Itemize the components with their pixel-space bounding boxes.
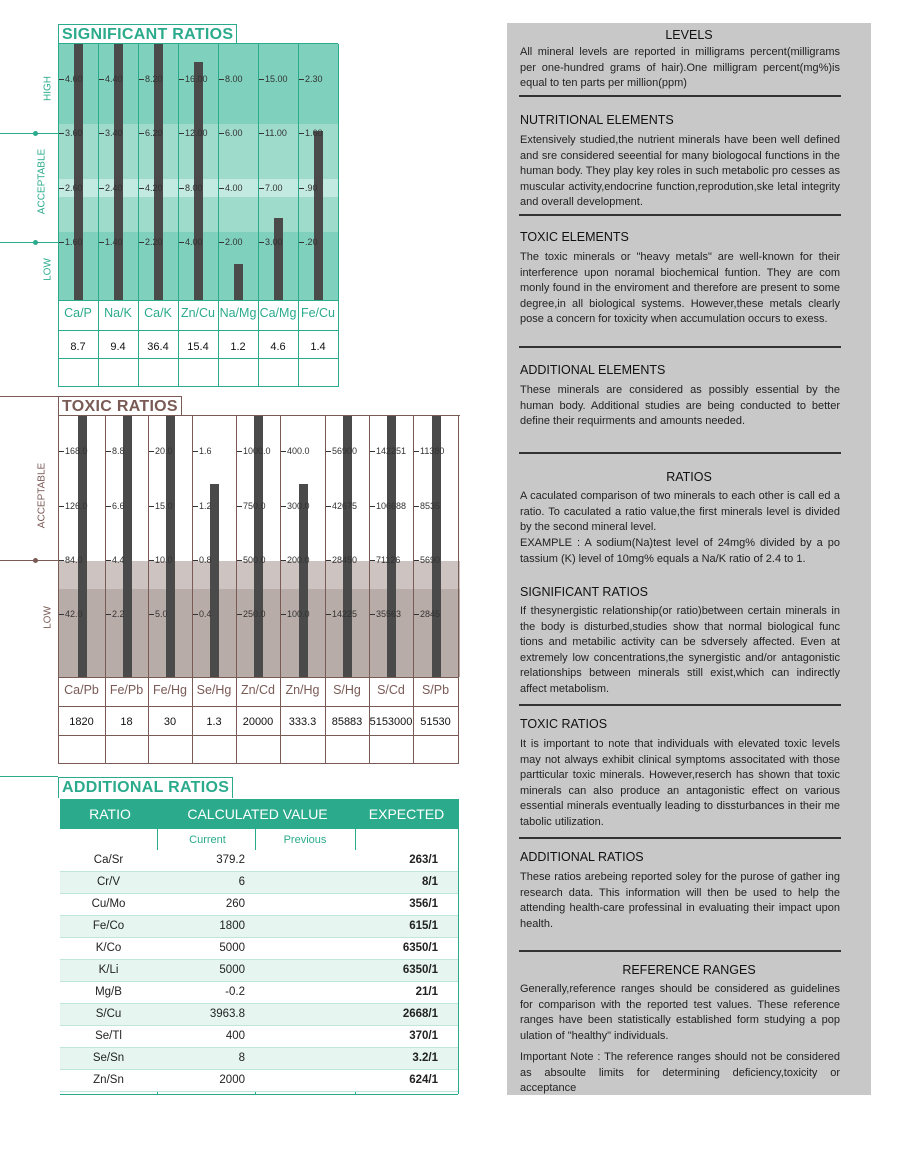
column-label: Na/K bbox=[104, 306, 132, 320]
tick-label: 11.00 bbox=[259, 128, 287, 138]
divider bbox=[519, 95, 841, 97]
previous-cell bbox=[258, 1048, 353, 1069]
divider bbox=[519, 837, 841, 839]
header-previous: Previous bbox=[283, 834, 327, 846]
tick-label: 4.4 bbox=[106, 555, 125, 565]
toxic-ratios-title: TOXIC RATIOS bbox=[58, 396, 182, 417]
additional-ratios-text: These ratios arebeing reported soley for the purose of gather ing research data. This information will then be used to help the attending health-care professinal in evaluating their impact upon health. bbox=[520, 871, 840, 930]
level-label-low: LOW bbox=[42, 258, 54, 281]
level-label-low: LOW bbox=[42, 606, 54, 629]
ratio-cell: Fe/Co bbox=[92, 920, 125, 932]
tick-label: 8.20 bbox=[139, 74, 163, 84]
column-label: S/Cd bbox=[377, 683, 405, 697]
ratios-text: A caculated comparison of two minerals to each other is call ed a ratio. To caculated a ratio value,the first minerals level is divided by the second mineral level. bbox=[520, 490, 840, 533]
expected-cell: 263/1 bbox=[409, 854, 438, 866]
toxic-elements-text: The toxic minerals or "heavy metals" are well-known for their interference upon noramal biochemical funtion. They are com monly found in the enviroment and therefore are present to some degree,in all biological systems. However,these metals clearly pose a concern for toxicity when accumulation occurs to exess. bbox=[520, 251, 840, 325]
ratio-cell: Zn/Sn bbox=[93, 1074, 124, 1086]
tick-label: 3.60 bbox=[59, 128, 83, 138]
column-label: Na/Mg bbox=[219, 306, 257, 320]
column-label: S/Pb bbox=[421, 683, 450, 697]
column-value: 4.6 bbox=[270, 341, 286, 353]
toxic-ratios-text: It is important to note that individuals with elevated toxic levels may not always exhibit clinical symptoms associtated with those partticular toxic minerals. However,reserch has shown that toxic minerals can also produce an antagonistic effect on various essential minerals eventually leading to dissturbances in their me tabolic utilization. bbox=[520, 738, 840, 828]
tick-label: 42.0 bbox=[59, 609, 83, 619]
tick-label: 200.0 bbox=[281, 555, 310, 565]
tick-label: 4.00 bbox=[219, 183, 243, 193]
column-label: Ca/Pb bbox=[64, 683, 99, 697]
section-rule bbox=[0, 396, 58, 397]
tick-label: 4.40 bbox=[99, 74, 123, 84]
column-value: 1820 bbox=[69, 716, 94, 728]
ratio-bar bbox=[194, 62, 203, 300]
current-cell: 400 bbox=[225, 1030, 245, 1042]
current-cell: 260 bbox=[225, 898, 245, 910]
ratio-cell: Ca/Sr bbox=[93, 854, 124, 866]
ratio-bar bbox=[299, 484, 308, 677]
previous-cell bbox=[258, 1004, 353, 1025]
tick-label: 142251 bbox=[370, 446, 406, 456]
row-rule bbox=[58, 330, 338, 331]
column-value: 30 bbox=[163, 716, 177, 728]
significant-ratios-heading: SIGNIFICANT RATIOS bbox=[520, 585, 649, 599]
header-expected: EXPECTED bbox=[368, 806, 445, 822]
tick-label: 1.60 bbox=[59, 237, 83, 247]
row-rule bbox=[58, 677, 458, 678]
ratio-bar bbox=[274, 218, 283, 300]
expected-cell: 615/1 bbox=[409, 920, 438, 932]
tick-label: 84.0 bbox=[59, 555, 83, 565]
tick-label: 8535 bbox=[414, 501, 440, 511]
current-cell: 5000 bbox=[219, 964, 245, 976]
previous-cell bbox=[258, 872, 353, 893]
section-rule bbox=[0, 776, 58, 777]
expected-cell: 8/1 bbox=[422, 876, 438, 888]
tick-label: 400.0 bbox=[281, 446, 310, 456]
tick-label: 7.00 bbox=[259, 183, 283, 193]
significant-ratios-title: SIGNIFICANT RATIOS bbox=[58, 24, 237, 45]
tick-label: 8.00 bbox=[219, 74, 243, 84]
additional-elements-text: These minerals are considered as possibly essential by the human body. Additional studies are being conducted to better define their requirments and amounts needed. bbox=[520, 384, 840, 427]
ratio-cell: K/Co bbox=[95, 942, 122, 954]
divider bbox=[519, 950, 841, 952]
tick-label: 106688 bbox=[370, 501, 406, 511]
tick-label: 1.40 bbox=[99, 237, 123, 247]
ratio-cell: Mg/B bbox=[95, 986, 122, 998]
current-cell: 8 bbox=[238, 1052, 245, 1064]
row-rule bbox=[58, 300, 338, 301]
ratios-example: EXAMPLE : A sodium(Na)test level of 24mg% divided by a po tassium (K) level of 10mg% equals a Na/K ratio of 2.4 to 1. bbox=[520, 537, 840, 565]
additional-ratios-heading: ADDITIONAL RATIOS bbox=[520, 850, 644, 864]
previous-cell bbox=[258, 1026, 353, 1047]
row-rule bbox=[58, 735, 458, 736]
divider bbox=[519, 704, 841, 706]
level-label-acceptable: ACCEPTABLE bbox=[36, 148, 48, 215]
reference-ranges-heading: REFERENCE RANGES bbox=[622, 963, 756, 977]
tick-label: 4.60 bbox=[59, 74, 83, 84]
current-cell: 3963.8 bbox=[209, 1008, 245, 1020]
axis-line-upper bbox=[0, 133, 58, 134]
previous-cell bbox=[258, 982, 353, 1003]
tick-label: 28450 bbox=[326, 555, 357, 565]
tick-label: 6.20 bbox=[139, 128, 163, 138]
current-cell: 2000 bbox=[219, 1074, 245, 1086]
current-cell: 5000 bbox=[219, 942, 245, 954]
axis-line bbox=[0, 560, 58, 561]
tick-label: 5690 bbox=[414, 555, 440, 565]
tick-label: 3.00 bbox=[259, 237, 283, 247]
ratio-cell: Cr/V bbox=[97, 876, 120, 888]
header-calculated: CALCULATED VALUE bbox=[187, 806, 328, 822]
levels-text: All mineral levels are reported in milligrams percent(milligrams per one-hundred grams of hair).One milligram percent(mg%)is equal to ten parts per million(ppm) bbox=[520, 46, 840, 89]
tick-label: 4.00 bbox=[179, 237, 203, 247]
tick-label: 1.6 bbox=[193, 446, 212, 456]
ratio-cell: Cu/Mo bbox=[91, 898, 126, 910]
tick-label: 2.2 bbox=[106, 609, 125, 619]
axis-marker bbox=[33, 240, 38, 245]
column-divider bbox=[458, 416, 459, 764]
tick-label: 100.0 bbox=[281, 609, 310, 619]
column-divider bbox=[338, 44, 339, 387]
tick-label: 15.00 bbox=[259, 74, 288, 84]
tick-label: 2.30 bbox=[299, 74, 323, 84]
tick-label: 15.0 bbox=[149, 501, 173, 511]
column-value: 36.4 bbox=[147, 341, 169, 353]
divider bbox=[519, 214, 841, 216]
current-cell: 379.2 bbox=[216, 854, 245, 866]
toxic-elements-heading: TOXIC ELEMENTS bbox=[520, 230, 629, 244]
column-value: 15.4 bbox=[187, 341, 209, 353]
column-value: 1.2 bbox=[230, 341, 246, 353]
column-value: 333.3 bbox=[288, 716, 317, 728]
tick-label: 2.00 bbox=[219, 237, 243, 247]
row-rule bbox=[58, 358, 338, 359]
level-label-acceptable: ACCEPTABLE bbox=[36, 462, 48, 529]
row-rule bbox=[58, 386, 338, 387]
ratio-bar bbox=[234, 264, 243, 300]
ratio-cell: Se/Sn bbox=[92, 1052, 125, 1064]
tick-label: 3.40 bbox=[99, 128, 123, 138]
column-label: Zn/Hg bbox=[285, 683, 320, 697]
column-label: Ca/K bbox=[144, 306, 172, 320]
tick-label: .20 bbox=[299, 237, 318, 247]
column-label: Fe/Pb bbox=[109, 683, 144, 697]
column-label: Fe/Cu bbox=[300, 306, 336, 320]
tick-label: 6.6 bbox=[106, 501, 125, 511]
tick-label: 1.60 bbox=[299, 128, 323, 138]
tick-label: 2.60 bbox=[59, 183, 83, 193]
column-value: 51530 bbox=[420, 716, 451, 728]
tick-label: 12.00 bbox=[179, 128, 208, 138]
axis-line-lower bbox=[0, 242, 58, 243]
previous-cell bbox=[258, 916, 353, 937]
ratio-bar bbox=[314, 131, 323, 300]
previous-cell bbox=[258, 850, 353, 871]
ratios-heading: RATIOS bbox=[666, 470, 712, 484]
previous-cell bbox=[258, 960, 353, 981]
column-value: 5153000 bbox=[369, 716, 413, 728]
tick-label: 5.0 bbox=[149, 609, 168, 619]
column-label: Zn/Cd bbox=[240, 683, 276, 697]
column-divider bbox=[458, 799, 459, 1094]
tick-label: 500.0 bbox=[237, 555, 266, 565]
header-current: Current bbox=[189, 834, 226, 846]
previous-cell bbox=[258, 938, 353, 959]
tick-label: 250.0 bbox=[237, 609, 266, 619]
level-label-high: HIGH bbox=[42, 76, 54, 101]
tick-label: 20.0 bbox=[149, 446, 173, 456]
toxic-ratios-heading: TOXIC RATIOS bbox=[520, 717, 608, 731]
column-value: 20000 bbox=[242, 716, 274, 728]
current-cell: -0.2 bbox=[225, 986, 245, 998]
ratio-bar bbox=[210, 484, 219, 677]
column-value: 1.3 bbox=[206, 716, 222, 728]
current-cell: 1800 bbox=[219, 920, 245, 932]
tick-label: 0.4 bbox=[193, 609, 212, 619]
tick-label: 750.0 bbox=[237, 501, 266, 511]
nutritional-text: Extensively studied,the nutrient minerals have been well defined and sre considered seeential for many biologocal functions in the human body. They play key roles in such metabolic pro cesses as muscular activity,endocrine function,reprodution,ske letal integrity and overall development. bbox=[520, 134, 840, 208]
previous-cell bbox=[258, 894, 353, 915]
additional-elements-heading: ADDITIONAL ELEMENTS bbox=[520, 363, 666, 377]
tick-label: 2.20 bbox=[139, 237, 163, 247]
tick-label: 16.00 bbox=[179, 74, 208, 84]
table-bottom-rule bbox=[60, 1094, 458, 1095]
tick-label: 6.00 bbox=[219, 128, 243, 138]
column-label: Se/Hg bbox=[196, 683, 232, 697]
divider bbox=[519, 452, 841, 454]
ratio-cell: S/Cu bbox=[95, 1008, 122, 1020]
row-rule bbox=[58, 763, 458, 764]
expected-cell: 2668/1 bbox=[402, 1008, 438, 1020]
current-cell: 6 bbox=[238, 876, 245, 888]
column-label: S/Hg bbox=[333, 683, 361, 697]
tick-label: 56900 bbox=[326, 446, 357, 456]
expected-cell: 21/1 bbox=[415, 986, 438, 998]
tick-label: 300.0 bbox=[281, 501, 310, 511]
tick-label: 71126 bbox=[370, 555, 400, 565]
expected-cell: 370/1 bbox=[409, 1030, 438, 1042]
ratio-cell: K/Li bbox=[98, 964, 119, 976]
previous-cell bbox=[258, 1070, 353, 1091]
tick-label: 35563 bbox=[370, 609, 401, 619]
tick-label: 1.2 bbox=[193, 501, 212, 511]
axis-marker bbox=[33, 558, 38, 563]
levels-heading: LEVELS bbox=[665, 28, 713, 42]
additional-ratios-title: ADDITIONAL RATIOS bbox=[58, 777, 233, 798]
column-label: Zn/Cu bbox=[180, 306, 216, 320]
expected-cell: 624/1 bbox=[409, 1074, 438, 1086]
tick-label: 2845 bbox=[414, 609, 440, 619]
reference-ranges-text: Generally,reference ranges should be considered as guidelines for comparison with the reported test values. These reference ranges have been statistically established form studying a pop ulation of "healthy" individuals. bbox=[520, 983, 840, 1042]
row-rule bbox=[58, 706, 458, 707]
tick-label: 8.8 bbox=[106, 446, 125, 456]
nutritional-heading: NUTRITIONAL ELEMENTS bbox=[520, 113, 674, 127]
tick-label: 42675 bbox=[326, 501, 357, 511]
ratio-cell: Se/Tl bbox=[95, 1030, 122, 1042]
expected-cell: 6350/1 bbox=[402, 964, 438, 976]
column-value: 18 bbox=[120, 716, 133, 728]
column-value: 1.4 bbox=[310, 341, 326, 353]
expected-cell: 6350/1 bbox=[402, 942, 438, 954]
column-label: Fe/Hg bbox=[152, 683, 188, 697]
reference-ranges-note: Important Note : The reference ranges should not be considered as absoulte limits for determining deficiency,toxicity or acceptance bbox=[520, 1051, 840, 1094]
tick-label: 14225 bbox=[326, 609, 357, 619]
divider bbox=[519, 346, 841, 348]
tick-label: 10.0 bbox=[149, 555, 173, 565]
column-value: 9.4 bbox=[110, 341, 126, 353]
tick-label: 168.0 bbox=[59, 446, 88, 456]
column-label: Ca/Mg bbox=[259, 306, 297, 320]
significant-ratios-text: If thesynergistic relationship(or ratio)between certain minerals in the body is disturbed,studies show that normal biological func tions and metabilic activity can be sdversely affected. Even at extremely low concentrations,the synergistic and/or antagonistic relationships between minerals still exist,which can indirectly affect metabolism. bbox=[520, 605, 840, 695]
tick-label: 11380 bbox=[414, 446, 444, 456]
tick-label: 4.20 bbox=[139, 183, 163, 193]
column-label: Ca/P bbox=[64, 306, 92, 320]
tick-label: 2.40 bbox=[99, 183, 123, 193]
expected-cell: 3.2/1 bbox=[412, 1052, 438, 1064]
expected-cell: 356/1 bbox=[409, 898, 438, 910]
tick-label: 0.8 bbox=[193, 555, 212, 565]
column-value: 8.7 bbox=[70, 341, 86, 353]
tick-label: 126.0 bbox=[59, 501, 88, 511]
tick-label: 8.00 bbox=[179, 183, 203, 193]
tick-label: 1000.0 bbox=[237, 446, 271, 456]
column-value: 85883 bbox=[331, 716, 363, 728]
header-ratio: RATIO bbox=[89, 806, 131, 822]
tick-label: .90 bbox=[299, 183, 318, 193]
